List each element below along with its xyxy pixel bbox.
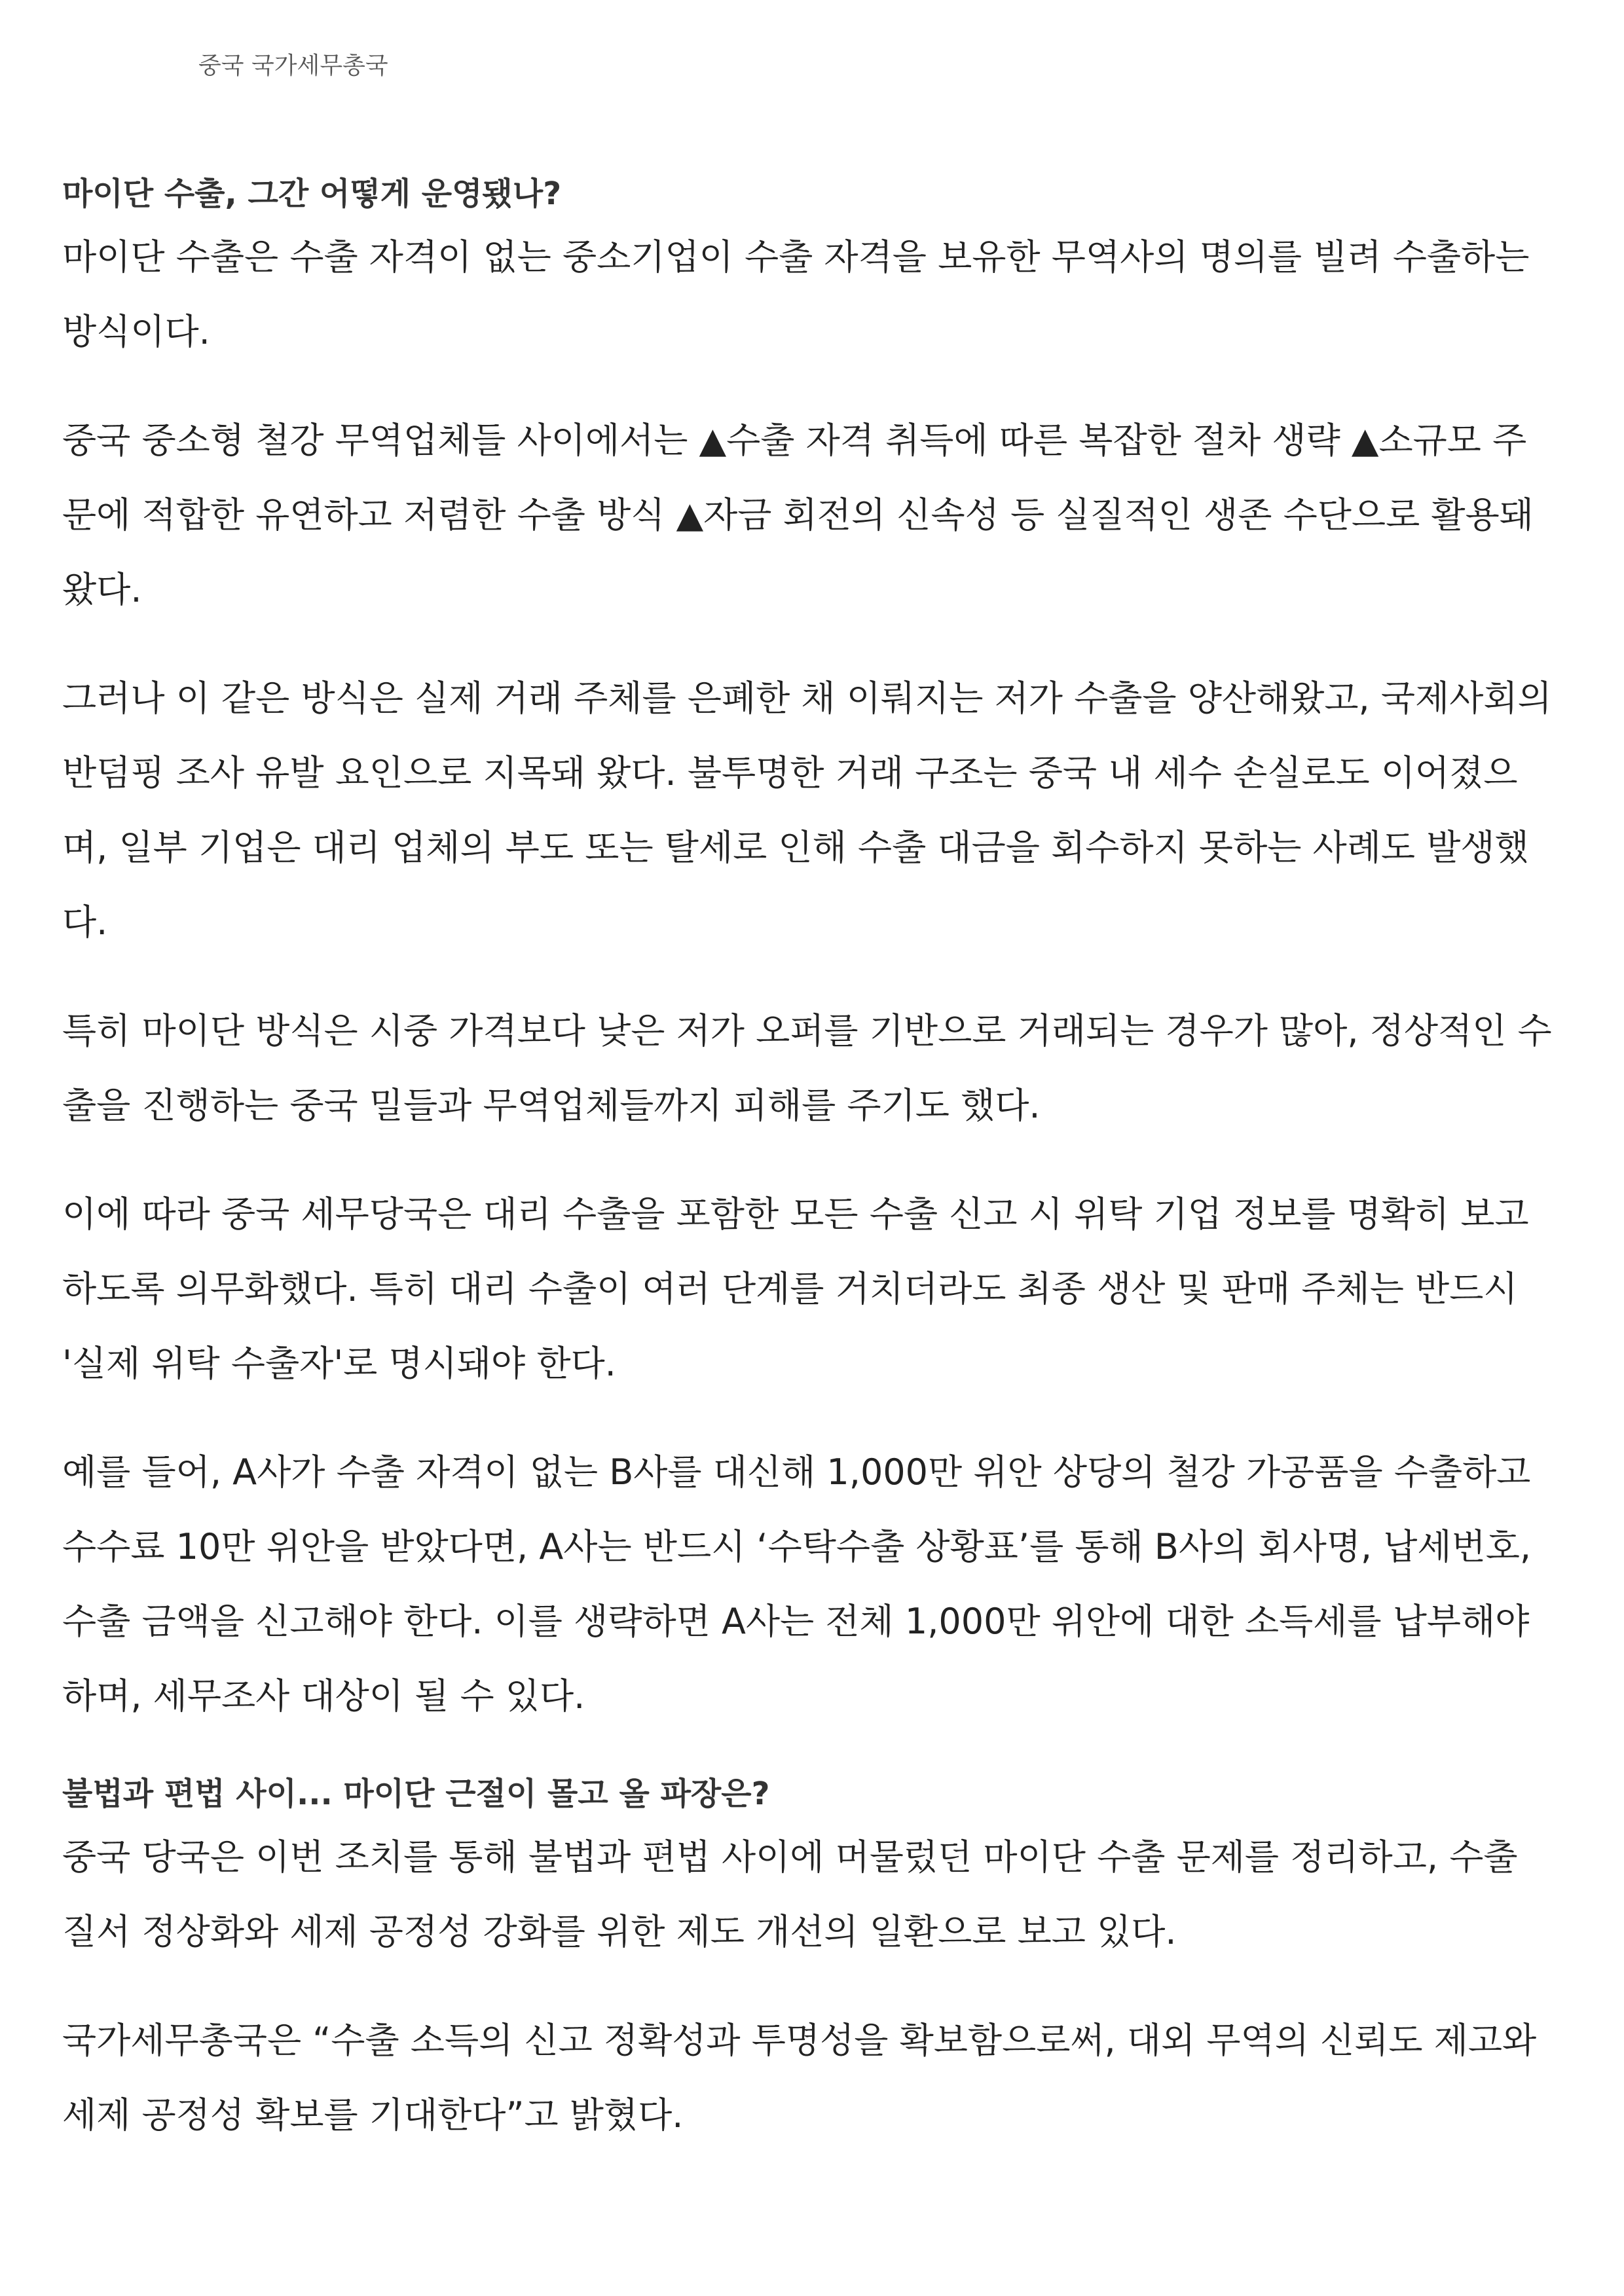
section-heading-impact: 불법과 편법 사이... 마이단 근절이 몰고 올 파장은? xyxy=(62,1776,770,1812)
paragraph: 중국 당국은 이번 조치를 통해 불법과 편법 사이에 머물렀던 마이단 수출 문제를 정리하고, 수출 질서 정상화와 세제 공정성 강화를 위한 제도 개선의 일환으로 보고 있다. xyxy=(62,1836,1518,1952)
section-heading-operation: 마이단 수출, 그간 어떻게 운영됐나? xyxy=(62,175,562,212)
paragraph: 마이단 수출은 수출 자격이 없는 중소기업이 수출 자격을 보유한 무역사의 명의를 빌려 수출하는 방식이다. xyxy=(62,236,1530,352)
paragraph: 특히 마이단 방식은 시중 가격보다 낮은 저가 오퍼를 기반으로 거래되는 경우가 많아, 정상적인 수출을 진행하는 중국 밀들과 무역업체들까지 피해를 주기도 했다. xyxy=(62,1010,1552,1126)
paragraph: 국가세무총국은 “수출 소득의 신고 정확성과 투명성을 확보함으로써, 대외 무역의 신뢰도 제고와 세제 공정성 확보를 기대한다”고 밝혔다. xyxy=(62,2020,1537,2136)
source-caption: 중국 국가세무총국 xyxy=(198,52,388,79)
paragraph: 예를 들어, A사가 수출 자격이 없는 B사를 대신해 1,000만 위안 상당의 철강 가공품을 수출하고 수수료 10만 위안을 받았다면, A사는 반드시 ‘수탁수출 상황표’를 통해 B사의 회사명, 납세번호, 수출 금액을 신고해야 한다. 이를 생략하면 A사는 전체 1,000만 위안에 대한 소득세를 납부해야 하며, 세무조사 대상이 될 수 있다. xyxy=(62,1451,1532,1717)
paragraph: 이에 따라 중국 세무당국은 대리 수출을 포함한 모든 수출 신고 시 위탁 기업 정보를 명확히 보고하도록 의무화했다. 특히 대리 수출이 여러 단계를 거치더라도 최종 생산 및 판매 주체는 반드시 '실제 위탁 수출자'로 명시돼야 한다. xyxy=(62,1194,1529,1384)
article-body xyxy=(62,168,1555,2187)
paragraph: 그러나 이 같은 방식은 실제 거래 주체를 은폐한 채 이뤄지는 저가 수출을 양산해왔고, 국제사회의 반덤핑 조사 유발 요인으로 지목돼 왔다. 불투명한 거래 구조는 중국 내 세수 손실로도 이어졌으며, 일부 기업은 대리 업체의 부도 또는 탈세로 인해 수출 대금을 회수하지 못하는 사례도 발생했다. xyxy=(62,678,1552,943)
paragraph: 중국 중소형 철강 무역업체들 사이에서는 ▲수출 자격 취득에 따른 복잡한 절차 생략 ▲소규모 주문에 적합한 유연하고 저렴한 수출 방식 ▲자금 회전의 신속성 등 실질적인 생존 수단으로 활용돼 왔다. xyxy=(62,420,1534,610)
